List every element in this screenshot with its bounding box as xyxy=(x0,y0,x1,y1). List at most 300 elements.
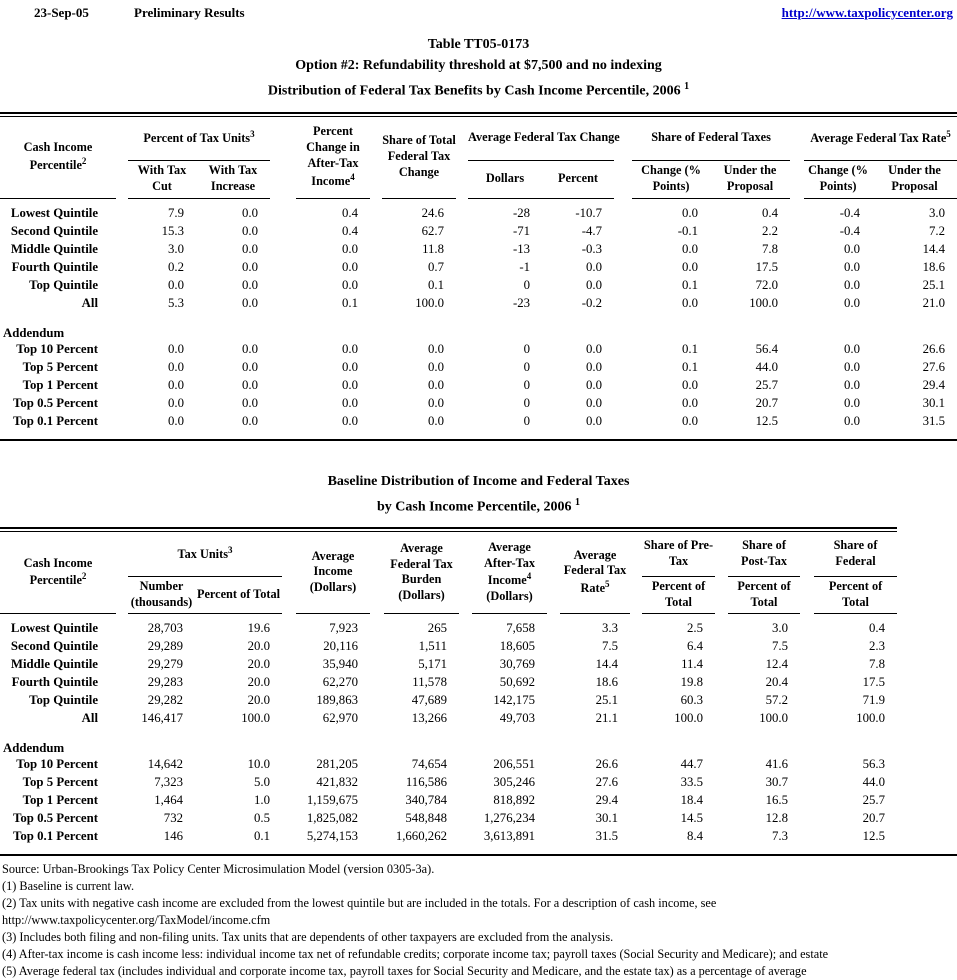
cell: 0.0 xyxy=(342,342,358,357)
table-row xyxy=(0,377,957,395)
spacer xyxy=(790,223,804,241)
spacer xyxy=(116,277,128,295)
spacer xyxy=(270,117,296,199)
cell: 100.0 xyxy=(241,711,270,726)
cell: 27.6 xyxy=(922,360,946,375)
spacer xyxy=(370,295,382,313)
row-label: Second Quintile xyxy=(10,639,98,654)
spacer xyxy=(715,656,728,674)
table-row xyxy=(0,828,897,846)
spacer xyxy=(282,756,296,774)
t2-col-posttax-percent-of-total: Percent of Total xyxy=(728,576,800,613)
cell: 0 xyxy=(523,396,530,411)
cell: 1,464 xyxy=(154,793,183,808)
cell: 1,825,082 xyxy=(306,811,358,826)
cell: 12.8 xyxy=(765,811,788,826)
row-label: Lowest Quintile xyxy=(10,206,98,221)
row-label: Top 1 Percent xyxy=(22,793,98,808)
baseline-distribution-table xyxy=(0,532,897,853)
t2-group-share-post-tax: Share of Post-Tax xyxy=(728,532,800,576)
spacer xyxy=(456,395,468,413)
date-label: 23-Sep-05 xyxy=(34,5,89,20)
footnote-4: (4) After-tax income is cash income less: individual income tax net of refundable credits; corporate income tax; payroll taxes (Social Security and Medicare); and estate xyxy=(2,946,829,961)
spacer xyxy=(282,692,296,710)
cell: 44.7 xyxy=(680,757,703,772)
table-row xyxy=(0,638,897,656)
cell: 72.0 xyxy=(755,278,779,293)
spacer-row xyxy=(0,313,957,326)
t1-col-percent: Percent xyxy=(542,161,614,199)
spacer xyxy=(370,117,382,199)
t2-col-federal-percent-of-total: Percent of Total xyxy=(814,576,897,613)
spacer xyxy=(370,395,382,413)
addendum-row xyxy=(0,326,957,341)
cell: 0.1 xyxy=(428,278,444,293)
spacer xyxy=(116,223,128,241)
spacer xyxy=(800,710,814,728)
table-row xyxy=(0,756,897,774)
spacer xyxy=(800,532,814,613)
spacer xyxy=(116,295,128,313)
row-label: Top Quintile xyxy=(29,278,98,293)
cell: 100.0 xyxy=(674,711,703,726)
cell: 17.5 xyxy=(755,260,779,275)
cell: 0.0 xyxy=(844,396,861,411)
table-row xyxy=(0,810,897,828)
cell: 29.4 xyxy=(595,793,618,808)
cell: 28,703 xyxy=(147,621,183,636)
t1-group-average-federal-tax-change: Average Federal Tax Change xyxy=(468,117,614,161)
spacer xyxy=(547,638,560,656)
cell: 7.8 xyxy=(762,242,779,257)
spacer xyxy=(270,259,296,277)
row-label: Top 0.1 Percent xyxy=(13,829,98,844)
cell: 2.3 xyxy=(869,639,885,654)
spacer xyxy=(715,638,728,656)
spacer xyxy=(459,710,472,728)
row-label: Middle Quintile xyxy=(10,242,98,257)
spacer xyxy=(116,341,128,359)
cell: 49,703 xyxy=(499,711,535,726)
spacer xyxy=(370,359,382,377)
footnotes xyxy=(0,861,957,980)
spacer xyxy=(715,828,728,846)
spacer xyxy=(456,259,468,277)
spacer xyxy=(800,674,814,692)
cell: 0.0 xyxy=(242,360,258,375)
spacer xyxy=(370,692,384,710)
cell: 7.3 xyxy=(772,829,788,844)
cell: 0.0 xyxy=(844,414,861,429)
spacer xyxy=(547,756,560,774)
spacer xyxy=(370,205,382,223)
cell: 1.0 xyxy=(254,793,270,808)
cell: 1,511 xyxy=(418,639,447,654)
site-link[interactable]: http://www.taxpolicycenter.org xyxy=(781,5,953,20)
spacer xyxy=(790,205,804,223)
cell: 0.0 xyxy=(682,206,699,221)
spacer xyxy=(270,295,296,313)
cell: 0.0 xyxy=(844,242,861,257)
spacer xyxy=(282,774,296,792)
page-header xyxy=(0,0,957,21)
spacer xyxy=(456,413,468,431)
spacer xyxy=(459,638,472,656)
table2-bottom-rule xyxy=(0,854,957,856)
spacer xyxy=(715,620,728,638)
cell: 62,270 xyxy=(322,675,358,690)
cell: 818,892 xyxy=(493,793,535,808)
spacer xyxy=(459,828,472,846)
cell: 0.4 xyxy=(342,224,358,239)
cell: 0.0 xyxy=(242,378,258,393)
spacer xyxy=(790,259,804,277)
spacer xyxy=(459,774,472,792)
spacer xyxy=(370,638,384,656)
cell: 0.0 xyxy=(342,278,358,293)
cell: 2.2 xyxy=(762,224,779,239)
spacer xyxy=(614,295,632,313)
row-label: Top 5 Percent xyxy=(22,360,98,375)
cell: 0.1 xyxy=(682,360,699,375)
row-label: Top 0.1 Percent xyxy=(13,414,98,429)
t1-col-dollars: Dollars xyxy=(468,161,542,199)
cell: 62.7 xyxy=(421,224,444,239)
cell: 142,175 xyxy=(493,693,535,708)
cell: 12.4 xyxy=(765,657,788,672)
spacer xyxy=(614,359,632,377)
table-row xyxy=(0,620,897,638)
spacer xyxy=(456,377,468,395)
cell: 10.0 xyxy=(247,757,270,772)
spacer xyxy=(547,532,560,613)
cell: 0.0 xyxy=(342,396,358,411)
t1-col-rate-under-proposal: Under the Proposal xyxy=(872,161,957,199)
spacer xyxy=(116,205,128,223)
table-row xyxy=(0,205,957,223)
spacer xyxy=(547,710,560,728)
spacer xyxy=(370,341,382,359)
cell: -1 xyxy=(519,260,530,275)
cell: 44.0 xyxy=(755,360,779,375)
cell: 17.5 xyxy=(862,675,885,690)
cell: 56.4 xyxy=(755,342,779,357)
cell: -0.2 xyxy=(581,296,603,311)
cell: 7.9 xyxy=(168,206,184,221)
cell: 0.0 xyxy=(342,414,358,429)
spacer xyxy=(456,359,468,377)
spacer xyxy=(282,638,296,656)
spacer xyxy=(0,431,957,439)
spacer xyxy=(116,710,128,728)
cell: 14.5 xyxy=(680,811,703,826)
spacer xyxy=(116,692,128,710)
cell: 0.0 xyxy=(428,360,444,375)
spacer xyxy=(630,692,642,710)
spacer xyxy=(547,674,560,692)
spacer xyxy=(547,656,560,674)
row-label: Lowest Quintile xyxy=(10,621,98,636)
cell: 18,605 xyxy=(499,639,535,654)
cell: 0.1 xyxy=(682,342,699,357)
t1-col-rate-change-points: Change (% Points) xyxy=(804,161,872,199)
spacer xyxy=(370,620,384,638)
cell: 0.4 xyxy=(762,206,779,221)
cell: 0.0 xyxy=(242,224,258,239)
spacer xyxy=(270,413,296,431)
cell: 0.0 xyxy=(844,378,861,393)
spacer xyxy=(547,792,560,810)
cell: 19.8 xyxy=(680,675,703,690)
cell: 0.0 xyxy=(586,396,603,411)
spacer xyxy=(630,828,642,846)
t1-col-with-tax-increase: With Tax Increase xyxy=(196,161,270,199)
cell: 0.0 xyxy=(242,206,258,221)
t2-group-tax-units: Tax Units$^3$ xyxy=(128,532,282,576)
spacer xyxy=(282,532,296,613)
cell: 7,658 xyxy=(506,621,535,636)
cell: 0 xyxy=(523,414,530,429)
spacer-row xyxy=(0,431,957,439)
spacer xyxy=(800,774,814,792)
spacer xyxy=(715,532,728,613)
spacer xyxy=(614,223,632,241)
cell: 0.0 xyxy=(586,414,603,429)
spacer-row xyxy=(0,728,897,741)
cell: 0.0 xyxy=(844,278,861,293)
spacer xyxy=(800,620,814,638)
spacer xyxy=(790,413,804,431)
spacer xyxy=(370,277,382,295)
cell: 35,940 xyxy=(322,657,358,672)
spacer xyxy=(614,259,632,277)
cell: 0.0 xyxy=(844,360,861,375)
spacer xyxy=(459,656,472,674)
spacer xyxy=(370,259,382,277)
t1-col-share-change-points: Change (% Points) xyxy=(632,161,710,199)
table1-title-line1: Table TT05-0173 xyxy=(427,37,530,52)
spacer xyxy=(116,674,128,692)
spacer xyxy=(459,810,472,828)
cell: 30.1 xyxy=(922,396,946,411)
spacer xyxy=(547,810,560,828)
cell: 31.5 xyxy=(922,414,946,429)
cell: 7.5 xyxy=(602,639,618,654)
spacer xyxy=(282,656,296,674)
spacer xyxy=(270,241,296,259)
cell: 0.0 xyxy=(682,260,699,275)
cell: 0.0 xyxy=(586,360,603,375)
cell: 21.1 xyxy=(595,711,618,726)
table1-bottom-rule xyxy=(0,439,957,441)
spacer xyxy=(614,117,632,199)
cell: -71 xyxy=(512,224,530,239)
spacer xyxy=(270,341,296,359)
t1-col-pct-change-after-tax-income: Percent Change in After-Tax Income$^4$ xyxy=(296,117,370,199)
spacer xyxy=(459,792,472,810)
cell: -4.7 xyxy=(581,224,603,239)
addendum-row xyxy=(0,741,897,756)
spacer xyxy=(630,638,642,656)
cell: 0.0 xyxy=(168,378,184,393)
spacer xyxy=(614,395,632,413)
cell: 29,282 xyxy=(147,693,183,708)
cell: 0.5 xyxy=(254,811,270,826)
spacer xyxy=(630,656,642,674)
cell: 50,692 xyxy=(499,675,535,690)
row-label: Fourth Quintile xyxy=(11,675,98,690)
cell: 0.0 xyxy=(682,414,699,429)
spacer xyxy=(456,223,468,241)
spacer xyxy=(0,728,897,741)
t1-group-share-of-federal-taxes: Share of Federal Taxes xyxy=(632,117,790,161)
spacer xyxy=(370,223,382,241)
table-row xyxy=(0,395,957,413)
cell: 41.6 xyxy=(765,757,788,772)
cell: 0.0 xyxy=(242,242,258,257)
spacer xyxy=(790,117,804,199)
cell: 15.3 xyxy=(161,224,184,239)
cell: 0.0 xyxy=(428,342,444,357)
cell: 18.4 xyxy=(680,793,703,808)
spacer xyxy=(790,241,804,259)
table-row xyxy=(0,223,957,241)
cell: 0.0 xyxy=(242,260,258,275)
spacer xyxy=(370,532,384,613)
table1-title-line2: Option #2: Refundability threshold at $7,500 and no indexing xyxy=(295,58,662,73)
cell: 100.0 xyxy=(415,296,444,311)
spacer xyxy=(456,241,468,259)
table2-title-line2: by Cash Income Percentile, 2006 $^1$ xyxy=(376,496,581,515)
spacer xyxy=(459,620,472,638)
spacer xyxy=(800,692,814,710)
spacer xyxy=(116,656,128,674)
spacer xyxy=(116,756,128,774)
spacer xyxy=(800,756,814,774)
cell: 0.0 xyxy=(168,396,184,411)
t1-col-with-tax-cut: With Tax Cut xyxy=(128,161,196,199)
cell: 0.0 xyxy=(428,378,444,393)
spacer xyxy=(370,774,384,792)
table-row xyxy=(0,656,897,674)
spacer xyxy=(370,377,382,395)
cell: 0 xyxy=(523,342,530,357)
cell: 11.4 xyxy=(681,657,703,672)
spacer-row xyxy=(0,846,897,854)
cell: 0 xyxy=(523,360,530,375)
cell: 0.0 xyxy=(682,242,699,257)
spacer xyxy=(282,810,296,828)
spacer xyxy=(456,205,468,223)
cell: 0.2 xyxy=(168,260,184,275)
footnote-2-url: http://www.taxpolicycenter.org/TaxModel/income.cfm xyxy=(2,912,271,927)
spacer xyxy=(116,810,128,828)
cell: 20.0 xyxy=(247,657,270,672)
row-label: All xyxy=(81,711,98,726)
row-label: Top 10 Percent xyxy=(16,342,98,357)
row-label: Top 1 Percent xyxy=(22,378,98,393)
cell: 0.0 xyxy=(428,396,444,411)
table-row xyxy=(0,241,957,259)
cell: 5,274,153 xyxy=(306,829,358,844)
cell: 20.7 xyxy=(755,396,779,411)
cell: 7.5 xyxy=(772,639,788,654)
cell: 0.1 xyxy=(342,296,358,311)
cell: 548,848 xyxy=(405,811,447,826)
cell: 30.1 xyxy=(595,811,618,826)
cell: 2.5 xyxy=(687,621,703,636)
row-label: Fourth Quintile xyxy=(11,260,98,275)
cell: 25.1 xyxy=(595,693,618,708)
t2-col-number-thousands: Number (thousands) xyxy=(128,576,195,613)
cell: 0.4 xyxy=(869,621,885,636)
cell: 100.0 xyxy=(759,711,788,726)
footnote-5: (5) Average federal tax (includes individual and corporate income tax, payroll taxes for Social Security and Medicare, and the estate tax) as a percentage of average xyxy=(2,963,807,978)
table-row xyxy=(0,792,897,810)
cell: 24.6 xyxy=(421,206,444,221)
table-row xyxy=(0,674,897,692)
row-label: Top 10 Percent xyxy=(16,757,98,772)
spacer xyxy=(270,377,296,395)
spacer xyxy=(116,828,128,846)
spacer xyxy=(715,792,728,810)
spacer xyxy=(370,792,384,810)
table1-title-block xyxy=(0,34,957,102)
spacer xyxy=(370,656,384,674)
cell: 0.4 xyxy=(342,206,358,221)
cell: 29,279 xyxy=(147,657,183,672)
spacer xyxy=(282,792,296,810)
cell: 5,171 xyxy=(418,657,447,672)
spacer xyxy=(116,241,128,259)
cell: 0.0 xyxy=(342,360,358,375)
spacer xyxy=(800,828,814,846)
cell: 26.6 xyxy=(922,342,946,357)
cell: 25.7 xyxy=(755,378,779,393)
table-row xyxy=(0,692,897,710)
spacer xyxy=(116,792,128,810)
cell: 7.8 xyxy=(869,657,885,672)
table-row xyxy=(0,277,957,295)
cell: 44.0 xyxy=(862,775,885,790)
spacer xyxy=(456,341,468,359)
cell: 21.0 xyxy=(922,296,946,311)
table-row xyxy=(0,359,957,377)
addendum-heading: Addendum xyxy=(3,740,65,755)
table2-title-block xyxy=(0,471,957,518)
footnote-2: (2) Tax units with negative cash income are excluded from the lowest quintile but are included in the totals. For a description of cash income, see xyxy=(2,895,717,910)
spacer xyxy=(614,413,632,431)
spacer xyxy=(715,692,728,710)
row-label: Top 0.5 Percent xyxy=(13,396,98,411)
cell: 1,159,675 xyxy=(306,793,358,808)
cell: 8.4 xyxy=(687,829,703,844)
cell: 20.0 xyxy=(247,693,270,708)
spacer xyxy=(282,710,296,728)
cell: 18.6 xyxy=(595,675,618,690)
footnote-1: (1) Baseline is current law. xyxy=(2,878,135,893)
table-row xyxy=(0,774,897,792)
spacer xyxy=(282,620,296,638)
spacer xyxy=(116,532,128,613)
spacer xyxy=(630,532,642,613)
t1-col-share-under-proposal: Under the Proposal xyxy=(710,161,790,199)
cell: -13 xyxy=(512,242,530,257)
cell: 5.0 xyxy=(254,775,270,790)
cell: 11.8 xyxy=(422,242,444,257)
cell: 71.9 xyxy=(862,693,885,708)
cell: -0.4 xyxy=(839,224,861,239)
